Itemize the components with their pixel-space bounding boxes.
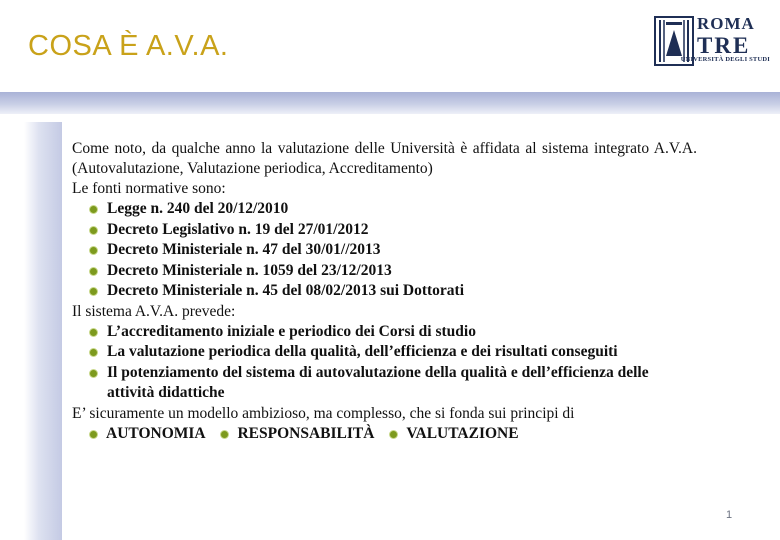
bullet-icon (90, 431, 97, 438)
ava-heading: Il sistema A.V.A. prevede: (72, 302, 236, 320)
bullet-icon (90, 370, 97, 377)
bullet-icon (90, 329, 97, 336)
list-item: Decreto Legislativo n. 19 del 27/01/2012 (72, 220, 697, 241)
bullet-icon (90, 288, 97, 295)
principle-item: VALUTAZIONE (390, 424, 518, 444)
principle-item: AUTONOMIA (90, 424, 206, 444)
bullet-icon (390, 431, 397, 438)
bullet-icon (90, 247, 97, 254)
sources-heading: Le fonti normative sono: (72, 180, 226, 197)
list-item: Decreto Ministeriale n. 45 del 08/02/2013 sui Dottorati (72, 281, 697, 302)
intro-paragraph: Come noto, da qualche anno la valutazione delle Università è affidata al sistema integrato A.V.A. (Autovalutazione, Valutazione periodica, Accreditamento) (72, 140, 697, 177)
bullet-icon (90, 268, 97, 275)
roma-tre-logo (650, 14, 770, 66)
logo-text-universita: UNIVERSITÀ DEGLI STUDI (680, 56, 770, 63)
principle-item: RESPONSABILITÀ (221, 424, 374, 444)
list-item: Decreto Ministeriale n. 1059 del 23/12/2013 (72, 261, 697, 282)
bullet-icon (221, 431, 228, 438)
list-item: La valutazione periodica della qualità, dell’efficienza e dei risultati conseguiti (72, 342, 697, 363)
sources-list (72, 199, 697, 302)
page-number: 1 (726, 509, 733, 521)
logo-text-tre: TRE (697, 33, 751, 58)
header-band (0, 92, 780, 114)
list-item: Decreto Ministeriale n. 47 del 30/01//2013 (72, 240, 697, 261)
slide-content (72, 139, 697, 444)
side-bar (24, 122, 62, 540)
ava-list (72, 322, 697, 404)
list-item: Il potenziamento del sistema di autovalutazione della qualità e dell’efficienza delle attività didattiche (72, 363, 697, 404)
bullet-icon (90, 206, 97, 213)
slide-title: COSA È A.V.A. (28, 30, 229, 62)
list-item: L’accreditamento iniziale e periodico dei Corsi di studio (72, 322, 697, 343)
bullet-icon (90, 227, 97, 234)
bullet-icon (90, 349, 97, 356)
principles-row (72, 424, 697, 444)
closing-paragraph: E’ sicuramente un modello ambizioso, ma complesso, che si fonda sui principi di (72, 404, 575, 422)
logo-text-roma: ROMA (697, 14, 755, 33)
list-item: Legge n. 240 del 20/12/2010 (72, 199, 697, 220)
